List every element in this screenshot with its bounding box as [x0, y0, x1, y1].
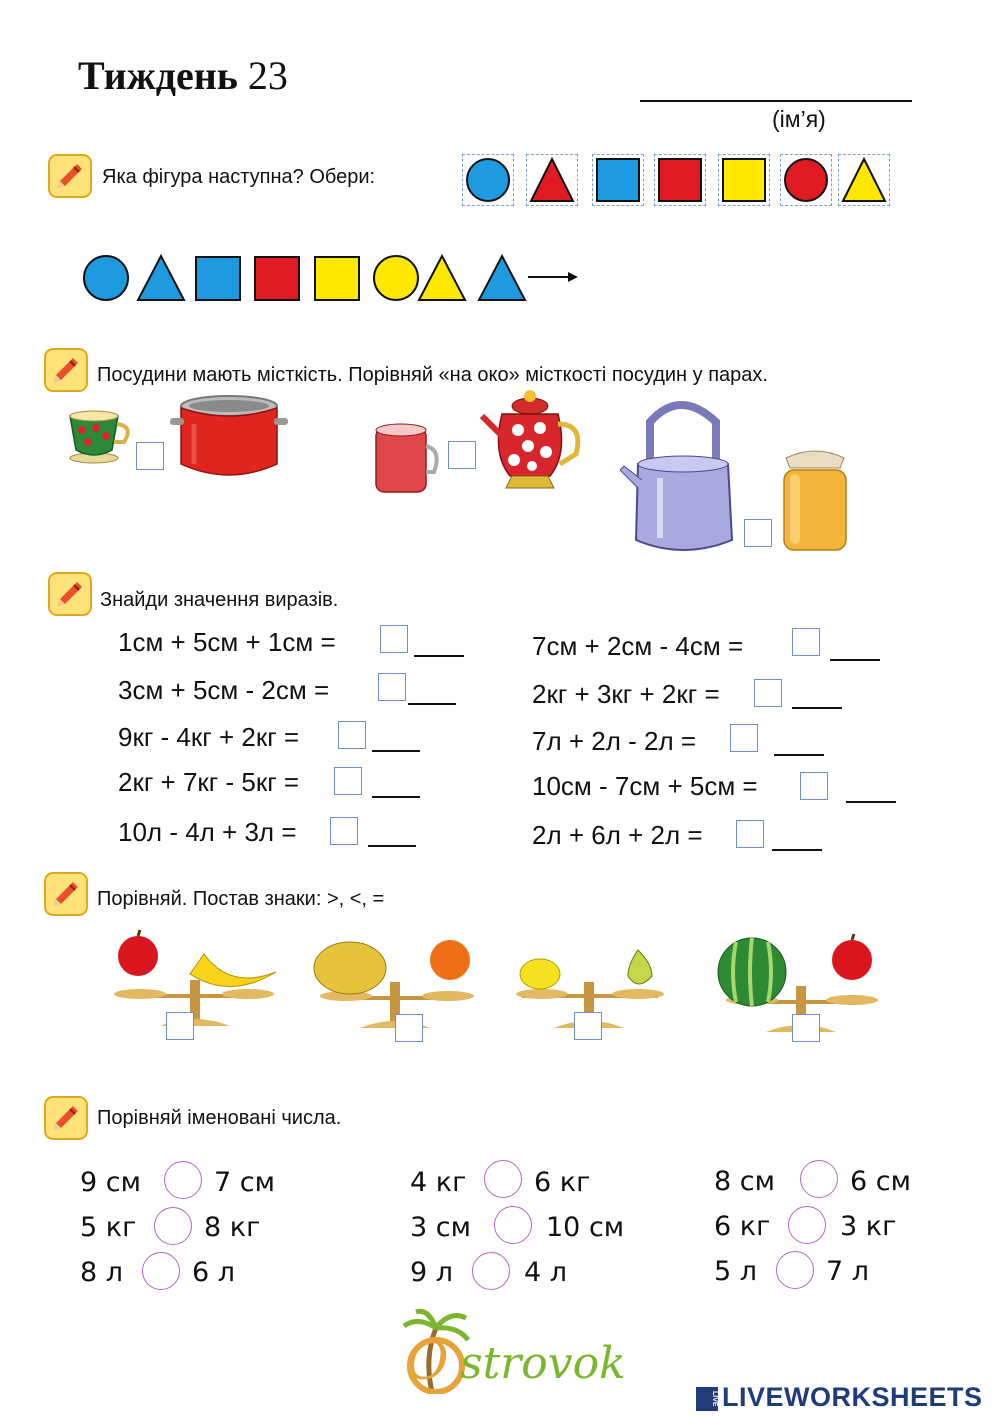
name-input-line[interactable]: [640, 100, 912, 102]
expression-answer-left-4[interactable]: [334, 767, 362, 795]
seq-circle-yellow: [374, 256, 418, 300]
scale-answer-2[interactable]: [395, 1014, 423, 1042]
expression-left-1: 1см + 5см + 1см =: [118, 627, 336, 657]
unit-line: [772, 849, 822, 851]
compare-circle-1-1[interactable]: [164, 1161, 202, 1199]
scale-apple-banana: [110, 928, 280, 1032]
pencil-icon: [46, 152, 94, 200]
scale-answer-3[interactable]: [574, 1012, 602, 1040]
logo-text: strovok: [460, 1338, 626, 1389]
compare-right: 6 кг: [534, 1167, 591, 1198]
compare-left: 4 кг: [410, 1167, 467, 1198]
scale-answer-4[interactable]: [792, 1014, 820, 1042]
compare-left: 5 кг: [80, 1212, 137, 1243]
expression-left-3: 9кг - 4кг + 2кг =: [118, 722, 300, 752]
brand-name: LIVEWORKSHEETS: [722, 1382, 983, 1412]
option-square-red[interactable]: [654, 154, 706, 206]
scale-answer-1[interactable]: [166, 1012, 194, 1040]
seq-circle-blue: [84, 256, 128, 300]
unit-line: [414, 655, 464, 657]
pear-icon: [628, 950, 652, 984]
pencil-icon: [46, 570, 94, 618]
instruction-expressions: Знайди значення виразів.: [100, 589, 339, 611]
option-circle-blue[interactable]: [462, 154, 514, 206]
logo-initial: O: [406, 1332, 449, 1392]
expression-answer-right-3[interactable]: [730, 724, 758, 752]
expression-answer-right-4[interactable]: [800, 772, 828, 800]
expression-right-5: 2л + 6л + 2л =: [532, 820, 703, 850]
expression-answer-left-2[interactable]: [378, 673, 406, 701]
seq-triangle-blue-2: [479, 256, 525, 300]
unit-line: [368, 845, 416, 847]
teapot-image: [480, 384, 588, 496]
title-number: 23: [247, 53, 288, 98]
unit-line: [408, 703, 456, 705]
red-pot-image: [170, 394, 288, 482]
expression-answer-right-1[interactable]: [792, 628, 820, 656]
compare-right: 7 см: [214, 1167, 275, 1198]
option-triangle-yellow[interactable]: [838, 154, 890, 206]
compare-left: 5 л: [714, 1256, 758, 1287]
option-square-blue[interactable]: [592, 154, 644, 206]
pencil-icon: [42, 1094, 90, 1142]
orange-icon: [430, 940, 470, 980]
compare-circle-3-1[interactable]: [800, 1160, 838, 1198]
compare-circle-3-2[interactable]: [788, 1206, 826, 1244]
pencil-icon: [42, 870, 90, 918]
melon-icon: [314, 942, 386, 994]
compare-right: 7 л: [826, 1256, 870, 1287]
expression-left-2: 3см + 5см - 2см =: [118, 675, 330, 705]
compare-circle-1-3[interactable]: [142, 1252, 180, 1290]
compare-left: 9 см: [80, 1167, 141, 1198]
apple-icon: [118, 936, 158, 976]
title-word: Тиждень: [78, 53, 238, 98]
page-title: [78, 52, 288, 99]
option-triangle-red[interactable]: [526, 154, 578, 206]
watering-can-image: [620, 392, 746, 562]
unit-line: [830, 659, 880, 661]
expression-answer-right-5[interactable]: [736, 820, 764, 848]
ostrovok-logo: [402, 1308, 662, 1398]
name-label: (ім’я): [772, 106, 826, 132]
vessel-answer-1[interactable]: [136, 442, 164, 470]
expression-answer-right-2[interactable]: [754, 679, 782, 707]
expression-right-3: 7л + 2л - 2л =: [532, 726, 697, 756]
instruction-shapes: Яка фігура наступна? Обери:: [102, 166, 376, 188]
compare-circle-2-1[interactable]: [484, 1160, 522, 1198]
vessel-answer-2[interactable]: [448, 441, 476, 469]
pencil-icon: [42, 346, 90, 394]
compare-right: 3 кг: [840, 1211, 897, 1242]
seq-triangle-blue: [138, 256, 184, 300]
compare-circle-1-2[interactable]: [154, 1207, 192, 1245]
red-mug-image: [372, 420, 442, 496]
lemon-icon: [520, 959, 560, 989]
balance-scale-icon: [114, 980, 274, 1026]
shape-sequence: [82, 252, 582, 304]
option-square-yellow[interactable]: [718, 154, 770, 206]
compare-left: 8 см: [714, 1166, 775, 1197]
compare-right: 8 кг: [204, 1212, 261, 1243]
expression-right-4: 10см - 7см + 5см =: [532, 771, 758, 801]
compare-right: 4 л: [524, 1257, 568, 1288]
compare-circle-2-2[interactable]: [494, 1206, 532, 1244]
compare-right: 6 л: [192, 1257, 236, 1288]
expression-answer-left-1[interactable]: [380, 625, 408, 653]
compare-circle-3-3[interactable]: [776, 1251, 814, 1289]
honey-jar-image: [778, 444, 852, 554]
expression-right-1: 7см + 2см - 4см =: [532, 631, 744, 661]
compare-right: 10 см: [546, 1212, 625, 1243]
seq-triangle-yellow: [419, 256, 465, 300]
expression-left-4: 2кг + 7кг - 5кг =: [118, 767, 300, 797]
expression-right-2: 2кг + 3кг + 2кг =: [532, 679, 720, 709]
unit-line: [846, 801, 896, 803]
vessel-answer-3[interactable]: [744, 519, 772, 547]
seq-square-blue: [196, 257, 240, 300]
instruction-vessels: Посудини мають місткість. Порівняй «на око» місткості посудин у парах.: [97, 364, 768, 386]
option-circle-red[interactable]: [780, 154, 832, 206]
small-cup-image: [62, 406, 136, 464]
live-badge: LIVE: [696, 1387, 718, 1411]
compare-left: 3 см: [410, 1212, 471, 1243]
unit-line: [774, 754, 824, 756]
expression-answer-left-3[interactable]: [338, 721, 366, 749]
seq-square-yellow: [315, 257, 359, 300]
apple-icon: [832, 940, 872, 980]
unit-line: [372, 750, 420, 752]
compare-left: 9 л: [410, 1257, 454, 1288]
expression-left-5: 10л - 4л + 3л =: [118, 817, 297, 847]
unit-line: [372, 796, 420, 798]
compare-left: 8 л: [80, 1257, 124, 1288]
compare-circle-2-3[interactable]: [472, 1252, 510, 1290]
unit-line: [792, 707, 842, 709]
compare-left: 6 кг: [714, 1211, 771, 1242]
seq-square-red: [255, 257, 299, 300]
arrow-right-icon: [528, 272, 578, 282]
banana-icon: [190, 954, 276, 987]
compare-right: 6 см: [850, 1166, 911, 1197]
instruction-scales: Порівняй. Постав знаки: >, <, =: [97, 888, 385, 910]
expression-answer-left-5[interactable]: [330, 817, 358, 845]
instruction-comparisons: Порівняй іменовані числа.: [97, 1107, 342, 1129]
